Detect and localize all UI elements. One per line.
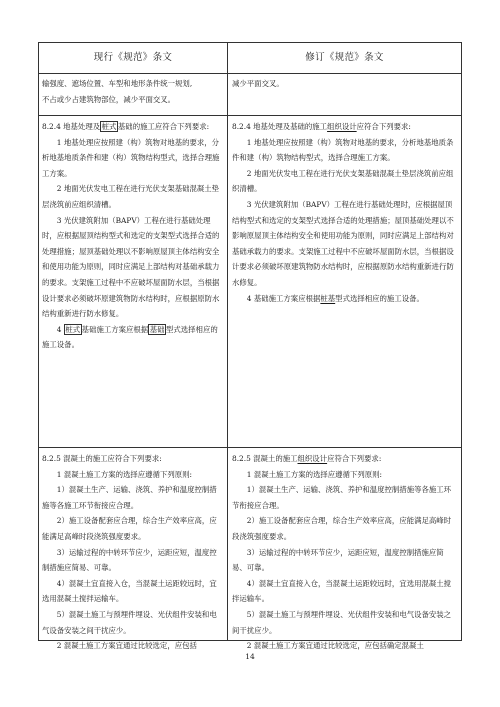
clause-title: 8.2.5 混凝土的施工应符合下列要求: <box>42 454 162 463</box>
clause-paragraph: 4）混凝土宜直接入仓，当混凝土运距较远时，宜选用混凝土搅拌运输车。 <box>232 578 452 604</box>
row1-revised-line: 减少平面交叉。 <box>232 79 284 88</box>
clause-paragraph: 4 桩式 基础施工方案应根据 基础 型式选择相应的施工设备。 <box>42 324 218 350</box>
clause-paragraph: 1）混凝土生产、运输、浇筑、养护和温度控制措施等各施工环节衔接应合理。 <box>232 485 452 510</box>
page-number: 14 <box>245 652 255 661</box>
clause-paragraph: 2 混凝土施工方案宜通过比较选定，应包括确定混凝土 <box>246 641 424 651</box>
highlighted-term: 基础 <box>149 324 165 334</box>
row1-current-line: 输强度、遮场位置、车型和地形条件统一规划, <box>42 79 193 88</box>
clause-title: 8.2.5 混凝土的施工组织设计应符合下列要求: <box>232 454 382 463</box>
row-divider-2 <box>39 447 461 448</box>
comparison-table <box>38 42 462 651</box>
clause-title: 8.2.4 地基处理及基础的施工组织设计应符合下列要求: <box>232 122 411 131</box>
clause-paragraph: 5）混凝土施工与预埋件埋设、光伏组件安装和电气设备安装之间干扰应少。 <box>42 609 217 635</box>
clause-paragraph: 1 地基处理应按照建（构）筑物对地基的要求，分析地基地质条件和建（构）筑物结构型式，选择合理施工方案。 <box>42 137 220 178</box>
clause-paragraph: 3 光伏建筑附加（BAPV）工程在进行基础处理时，应根据屋顶结构型式和选定的支架型式选择合适的处理措施；屋顶基础处理以不影响原屋顶主体结构安全和使用功能为原则，同时应满足上部结构对基础承载力的要求。支架施工过程中不应破坏屋面防水层，当根据设计要求必须破坏原建筑物防水结构时，应根据原防水结构重新进行防水修复。 <box>232 199 454 287</box>
clause-paragraph: 3）运输过程的中转环节应少，运距应短，温度控制措施应简易、可靠。 <box>232 547 444 573</box>
clause-8-2-4-revised <box>232 119 458 306</box>
clause-paragraph: 4 基础施工方案应根据桩基型式选择相应的施工设备。 <box>246 293 424 303</box>
clause-paragraph: 2）施工设备配套应合理，综合生产效率应高，应能满足高峰时段浇筑强度要求。 <box>42 516 217 541</box>
row1-revised <box>232 76 458 92</box>
clause-paragraph: 1 混凝土施工方案的选择应遵循下列原则: <box>56 469 192 479</box>
header-divider <box>39 73 461 74</box>
clause-paragraph: 2 地面光伏发电工程在进行光伏支架基础混凝土垫层浇筑前应组织清槽。 <box>232 168 454 194</box>
clause-paragraph: 4）混凝土宜直接入仓，当混凝土运距较远时，宜选用混凝土搅拌运输车。 <box>42 578 217 604</box>
clause-title: 8.2.4 地基处理及 桩式 基础的施工应符合下列要求: <box>42 122 210 131</box>
clause-8-2-4-current <box>42 119 224 353</box>
clause-paragraph: 1 混凝土施工方案的选择应遵循下列原则: <box>246 469 382 479</box>
row-divider-1 <box>39 115 461 116</box>
highlighted-term: 桩式 <box>65 324 81 334</box>
underlined-term: 桩基 <box>320 293 336 303</box>
clause-paragraph: 2）施工设备配套应合理，综合生产效率应高，应能满足高峰时段浇筑强度要求。 <box>232 516 452 541</box>
clause-8-2-5-current <box>42 451 224 654</box>
clause-paragraph: 2 混凝土施工方案宜通过比较选定，应包括 <box>56 641 197 651</box>
clause-8-2-5-revised <box>232 451 458 654</box>
header-current-clause: 现行《规范》条文 <box>93 52 173 63</box>
row1-current <box>42 76 224 107</box>
clause-paragraph: 3 光伏建筑附加（BAPV）工程在进行基础处理时，应根据屋顶结构型式和选定的支架型式选择合适的处理措施；屋顶基础处理以不影响原屋顶主体结构安全和使用功能为原则，同时应满足上部结构对基础承载力的要求。支架施工过程中不应破坏屋面防水层，当根据设计要求必须破坏原建筑物防水结构时，应根据原防水结构重新进行防水修复。 <box>42 215 220 319</box>
clause-paragraph: 1 地基处理应按照建（构）筑物对地基的要求，分析地基地质条件和建（构）筑物结构型式，选择合理施工方案。 <box>232 137 454 163</box>
row1-current-line: 不占或少占建筑物部位，减少平面交叉。 <box>42 94 176 104</box>
column-divider <box>227 43 228 640</box>
header-revised-clause: 修订《规范》条文 <box>305 52 384 63</box>
underlined-term: 组织设计 <box>297 454 328 463</box>
clause-paragraph: 5）混凝土施工与预埋件埋设、光伏组件安装和电气设备安装之间干扰应少。 <box>232 609 452 635</box>
clause-paragraph: 3）运输过程的中转环节应少，运距应短，温度控制措施应简易、可靠。 <box>42 547 217 573</box>
highlighted-term: 桩式 <box>101 122 117 131</box>
clause-paragraph: 2 地面光伏发电工程在进行光伏支架基础混凝土垫层浇筑前应组织清槽。 <box>42 184 220 209</box>
clause-paragraph: 1）混凝土生产、运输、浇筑、养护和温度控制措施等各施工环节衔接应合理。 <box>42 485 217 510</box>
underlined-term: 组织设计 <box>327 122 357 131</box>
